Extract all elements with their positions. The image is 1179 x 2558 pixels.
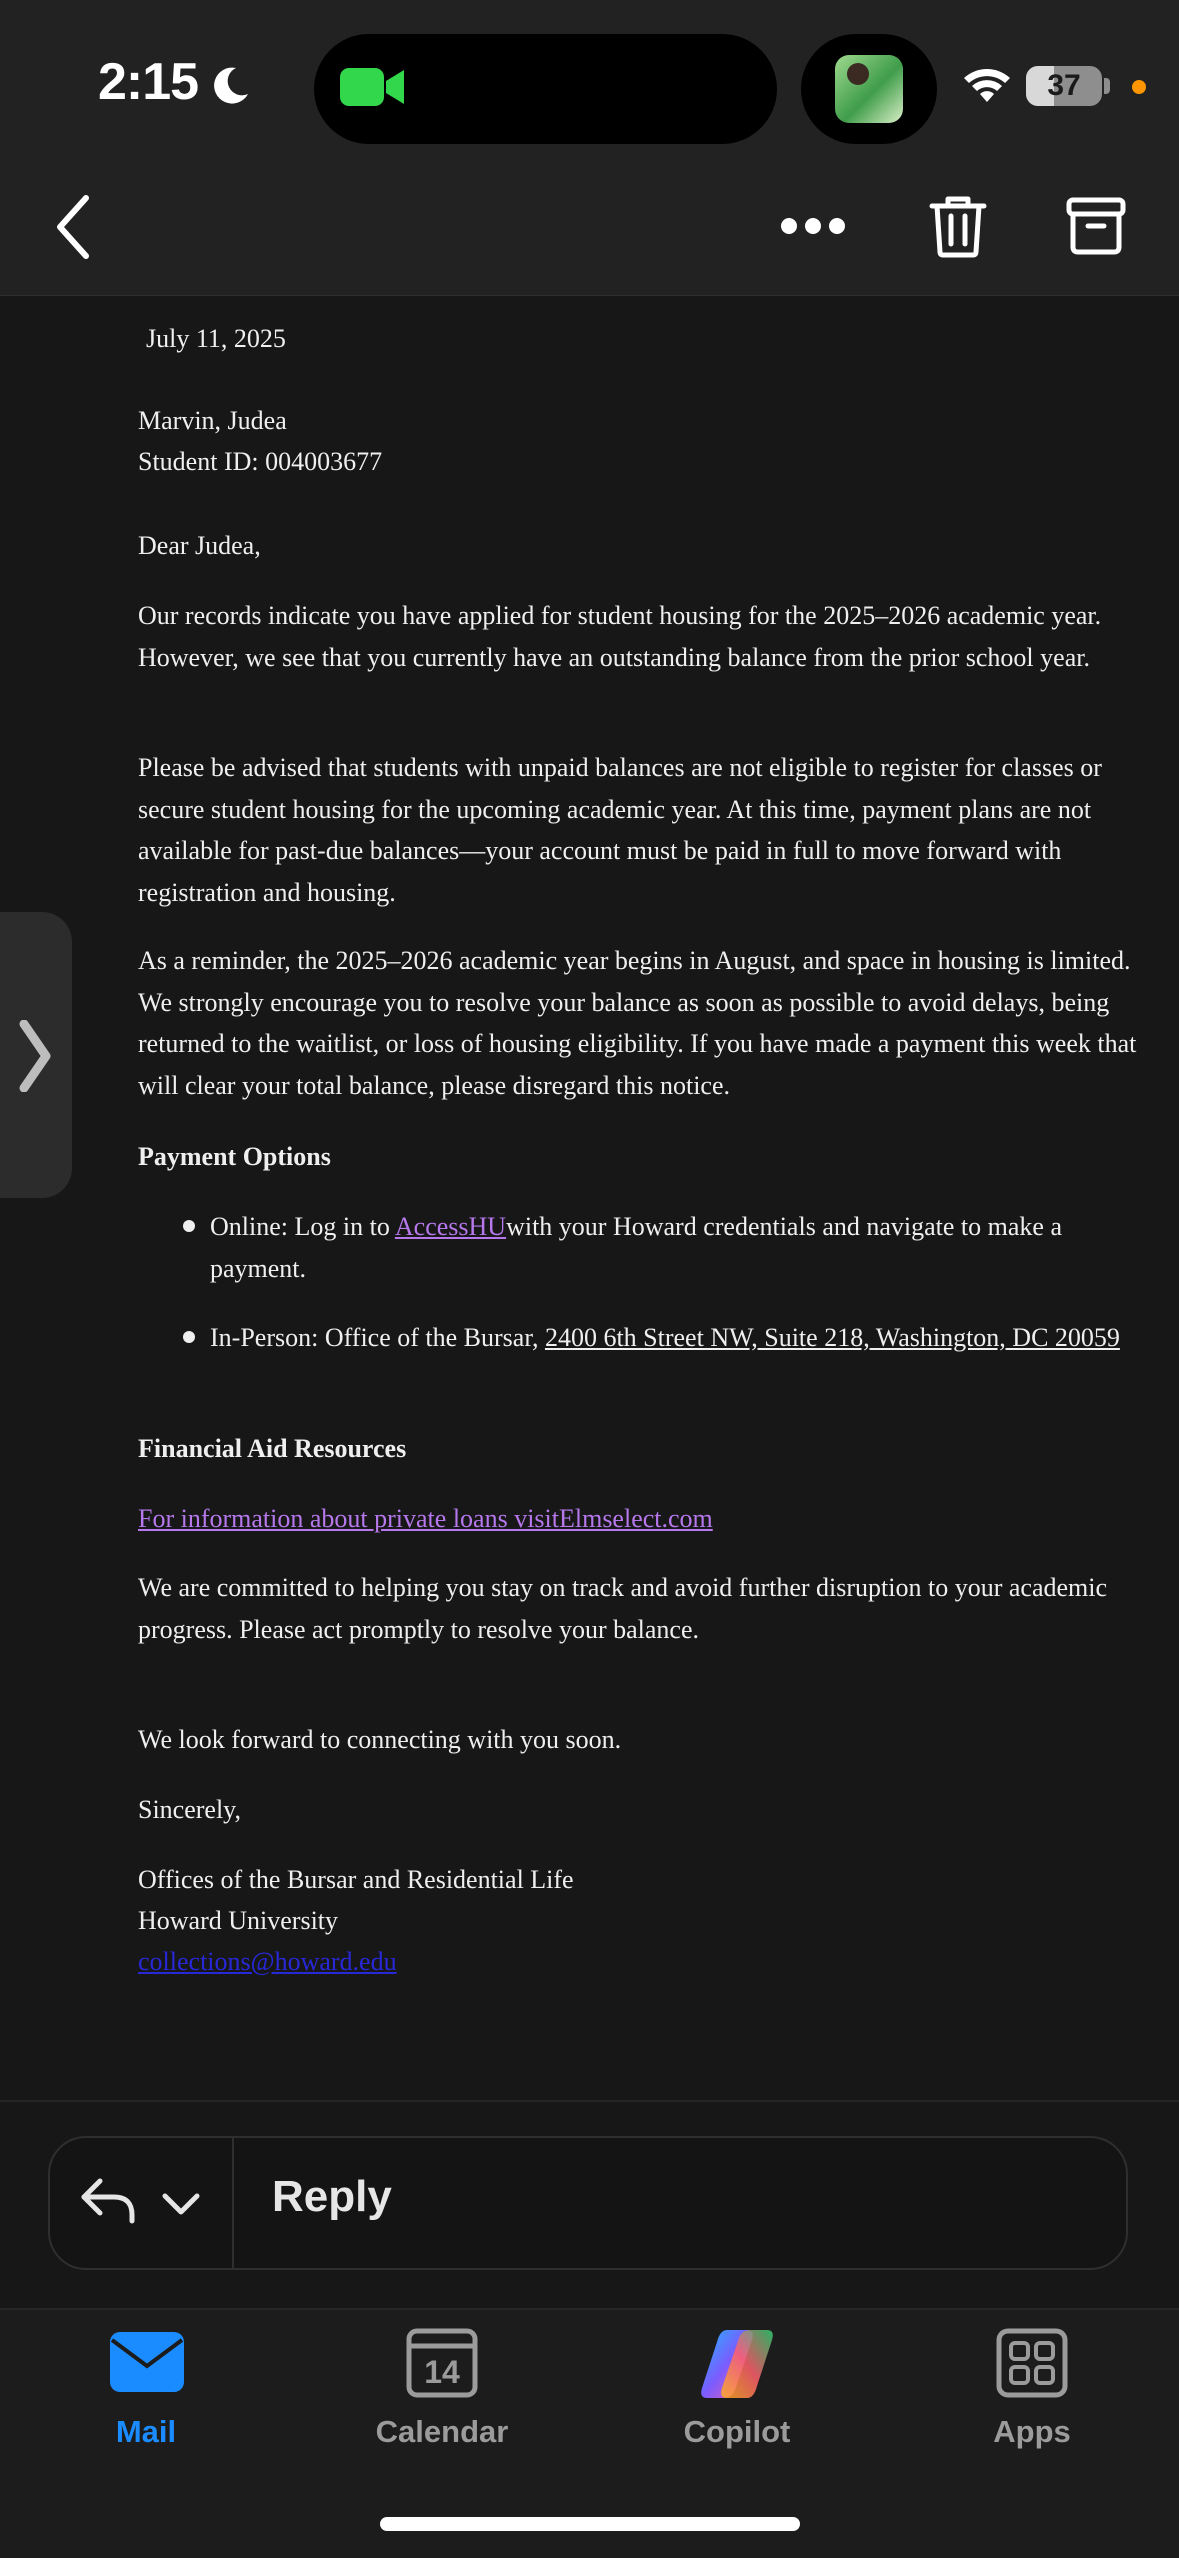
- calendar-day: 14: [424, 2354, 460, 2390]
- recipient-name: Marvin, Judea: [138, 406, 287, 435]
- bullet-dot: [183, 1220, 195, 1232]
- reply-button[interactable]: Reply: [272, 2172, 392, 2221]
- ellipsis-icon[interactable]: [780, 216, 846, 236]
- mic-indicator-dot: [1132, 80, 1146, 94]
- tab-calendar-label: Calendar: [375, 2414, 509, 2449]
- financial-aid-heading: Financial Aid Resources: [138, 1434, 407, 1463]
- bullet-in-person-prefix: In-Person: Office of the Bursar,: [210, 1323, 545, 1352]
- sign-off: Sincerely,: [138, 1795, 241, 1824]
- paragraph-1: Our records indicate you have applied for student housing for the 2025–2026 academic year. However, we see that you currently have an outstanding balance from the prior school year.: [138, 601, 1102, 672]
- payment-options-heading: Payment Options: [138, 1142, 331, 1171]
- side-drawer-handle[interactable]: [0, 912, 72, 1198]
- reply-separator: [232, 2137, 234, 2269]
- signature-email-link[interactable]: collections@howard.edu: [138, 1947, 397, 1976]
- message-toolbar: [0, 170, 1179, 296]
- tab-mail-label: Mail: [115, 2414, 177, 2449]
- battery-indicator: [1026, 66, 1102, 106]
- battery-cap: [1104, 78, 1110, 94]
- address-link[interactable]: 2400 6th Street NW, Suite 218, Washington, DC 20059: [544, 1323, 1120, 1352]
- signature-email-line: [138, 1941, 1138, 1983]
- moon-icon: [208, 64, 252, 108]
- chevron-down-icon[interactable]: [162, 2192, 200, 2216]
- bullet-online: [210, 1206, 1130, 1289]
- tab-apps-label: Apps: [993, 2414, 1071, 2449]
- reply-bar: [48, 2136, 1128, 2270]
- closing-line: We look forward to connecting with you soon.: [138, 1725, 622, 1754]
- wifi-icon: [962, 64, 1012, 106]
- bullet-dot: [183, 1331, 195, 1343]
- paragraph-4: We are committed to helping you stay on track and avoid further disruption to your academic progress. Please act promptly to resolve your balance.: [138, 1573, 1108, 1644]
- paragraph-3: As a reminder, the 2025–2026 academic year begins in August, and space in housing is limited. We strongly encourage you to resolve your balance as soon as possible to avoid delays, being returned to the waitlist, or loss of housing eligibility. If you have made a payment this week that will clear your total balance, please disregard this notice.: [138, 946, 1137, 1100]
- email-body: [0, 296, 1179, 2100]
- apps-grid-icon: [996, 2328, 1068, 2398]
- bullet-in-person: [210, 1317, 1130, 1359]
- status-bar: [0, 0, 1179, 170]
- chevron-left-icon[interactable]: [54, 194, 94, 260]
- archive-icon[interactable]: [1066, 196, 1126, 256]
- home-indicator[interactable]: [380, 2517, 800, 2531]
- fin-aid-line: [138, 1498, 1138, 1540]
- facetime-video-icon: [340, 62, 404, 112]
- student-id: Student ID: 004003677: [138, 447, 383, 476]
- trash-icon[interactable]: [928, 194, 988, 258]
- battery-percent: 37: [1047, 69, 1081, 102]
- bullet-online-prefix: Online: Log in to: [210, 1212, 395, 1241]
- private-loans-link[interactable]: For information about private loans visitElmselect.com: [138, 1504, 713, 1533]
- status-time: 2:15: [98, 53, 199, 111]
- tab-copilot-label: Copilot: [683, 2414, 791, 2449]
- email-date: July 11, 2025: [146, 324, 286, 353]
- reply-arrow-icon[interactable]: [80, 2177, 136, 2225]
- signature-university: Howard University: [138, 1906, 339, 1935]
- chevron-right-icon: [18, 1020, 52, 1092]
- mail-icon: [110, 2332, 184, 2392]
- signature-office: Offices of the Bursar and Residential Life: [138, 1865, 574, 1894]
- divider: [0, 2100, 1179, 2102]
- album-art: [835, 55, 903, 123]
- bullet-online-suffix: with your Howard credentials and navigate to make a payment.: [210, 1212, 1062, 1283]
- greeting: Dear Judea,: [138, 531, 261, 560]
- copilot-icon: [695, 2324, 779, 2404]
- paragraph-2: Please be advised that students with unpaid balances are not eligible to register for classes or secure student housing for the upcoming academic year. At this time, payment plans are not available for past-due balances—your account must be paid in full to move forward with registration and housing.: [138, 753, 1102, 907]
- accesshu-link[interactable]: AccessHU: [394, 1212, 507, 1241]
